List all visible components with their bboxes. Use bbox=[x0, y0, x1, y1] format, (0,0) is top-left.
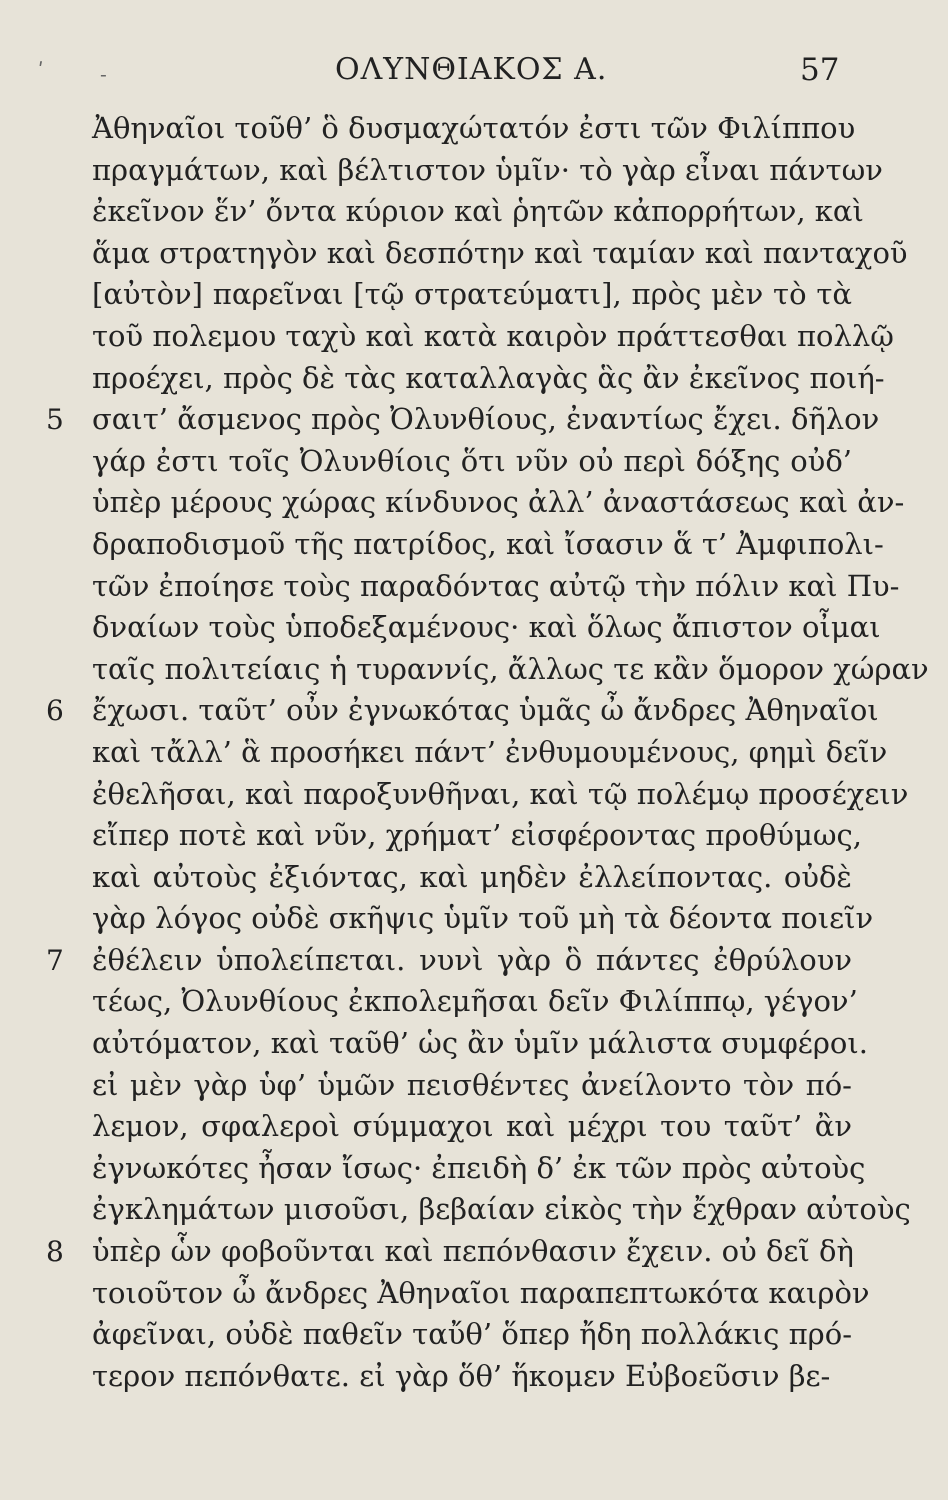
line-text: Ἀθηναῖοι τοῦθ’ ὃ δυσμαχώτατόν ἐστι τῶν Φιλίππου bbox=[92, 111, 856, 145]
text-line bbox=[92, 233, 908, 275]
text-line bbox=[92, 108, 856, 150]
running-title: ΟΛΥΝΘΙΑΚΟΣ Α. bbox=[335, 52, 608, 87]
line-text: ἐγνωκότες ἦσαν ἴσως· ἐπειδὴ δ’ ἐκ τῶν πρὸς αὐτοὺς bbox=[92, 1150, 866, 1185]
section-number: 8 bbox=[46, 1235, 64, 1269]
line-text: τερον πεπόνθατε. εἰ γὰρ ὅθ’ ἥκομεν Εὐβοεῦσιν βε- bbox=[92, 1358, 831, 1393]
line-text: δραποδισμοῦ τῆς πατρίδος, καὶ ἴσασιν ἅ τ’ Ἀμφιπολι- bbox=[92, 526, 884, 561]
line-text: ἐγκλημάτων μισοῦσι, βεβαίαν εἰκὸς τὴν ἔχθραν αὐτοὺς bbox=[92, 1192, 911, 1227]
line-text: καὶ αὐτοὺς ἐξιόντας, καὶ μηδὲν ἐλλείποντας. οὐδὲ bbox=[92, 859, 852, 894]
line-text: ἀφεῖναι, οὐδὲ παθεῖν ταὔθ’ ὅπερ ἤδη πολλάκις πρό- bbox=[92, 1317, 852, 1352]
line-text: δναίων τοὺς ὑποδεξαμένους· καὶ ὅλως ἄπιστον οἶμαι bbox=[92, 610, 881, 645]
text-line bbox=[92, 316, 894, 358]
text-line bbox=[92, 607, 881, 649]
text-line bbox=[92, 191, 864, 233]
text-line bbox=[46, 690, 879, 732]
text-line bbox=[92, 1148, 866, 1190]
line-text: εἰ μὲν γὰρ ὑφ’ ὑμῶν πεισθέντες ἀνείλοντο τὸν πό- bbox=[92, 1067, 852, 1102]
line-text: τέως, Ὀλυνθίους ἐκπολεμῆσαι δεῖν Φιλίππῳ, γέγον’ bbox=[92, 984, 858, 1019]
line-text: σαιτ’ ἄσμενος πρὸς Ὀλυνθίους, ἐναντίως ἔχει. δῆλον bbox=[92, 402, 880, 437]
text-line bbox=[92, 898, 874, 940]
text-line bbox=[92, 1189, 911, 1231]
text-line bbox=[92, 566, 900, 608]
text-line bbox=[92, 358, 885, 400]
text-line bbox=[92, 1273, 870, 1315]
running-header bbox=[0, 52, 948, 92]
text-block bbox=[46, 108, 929, 1397]
line-text: ἐκεῖνον ἕν’ ὄντα κύριον καὶ ῥητῶν κἀπορρήτων, καὶ bbox=[92, 194, 864, 229]
text-line bbox=[92, 1023, 868, 1065]
line-text: προέχει, πρὸς δὲ τὰς καταλλαγὰς ἃς ἂν ἐκεῖνος ποιή- bbox=[92, 360, 885, 395]
text-line bbox=[46, 1231, 854, 1273]
margin-mark: ʹ bbox=[38, 58, 44, 82]
text-line bbox=[92, 981, 858, 1023]
section-number: 5 bbox=[46, 403, 64, 437]
line-text: ἐθέλειν ὑπολείπεται. νυνὶ γὰρ ὃ πάντες ἐθρύλουν bbox=[92, 942, 852, 977]
line-text: γὰρ λόγος οὐδὲ σκῆψις ὑμῖν τοῦ μὴ τὰ δέοντα ποιεῖν bbox=[92, 901, 874, 936]
text-line bbox=[92, 1356, 852, 1398]
page-number: 57 bbox=[800, 52, 840, 88]
section-number: 7 bbox=[46, 943, 64, 977]
text-line bbox=[92, 774, 909, 816]
section-number: 6 bbox=[46, 694, 64, 728]
text-line bbox=[92, 482, 905, 524]
text-line bbox=[46, 940, 852, 982]
line-text: ὑπὲρ ὧν φοβοῦνται καὶ πεπόνθασιν ἔχειν. οὐ δεῖ δὴ bbox=[92, 1234, 854, 1269]
text-line bbox=[92, 441, 852, 483]
line-text: εἴπερ ποτὲ καὶ νῦν, χρήματ’ εἰσφέροντας προθύμως, bbox=[92, 818, 862, 853]
line-text: λεμον, σφαλεροὶ σύμμαχοι καὶ μέχρι του ταῦτ’ ἂν bbox=[92, 1109, 852, 1144]
line-text: τῶν ἐποίησε τοὺς παραδόντας αὐτῷ τὴν πόλιν καὶ Πυ- bbox=[92, 568, 900, 603]
margin-mark: - bbox=[100, 62, 107, 86]
text-line bbox=[92, 1106, 852, 1148]
text-line bbox=[92, 274, 852, 316]
line-text: [αὐτὸν] παρεῖναι [τῷ στρατεύματι], πρὸς μὲν τὸ τὰ bbox=[92, 277, 852, 312]
text-line bbox=[92, 732, 888, 774]
line-text: ἐθελῆσαι, καὶ παροξυνθῆναι, καὶ τῷ πολέμῳ προσέχειν bbox=[92, 776, 909, 811]
line-text: ἔχωσι. ταῦτ’ οὖν ἐγνωκότας ὑμᾶς ὦ ἄνδρες Ἀθηναῖοι bbox=[92, 693, 879, 728]
text-line bbox=[92, 150, 883, 192]
line-text: πραγμάτων, καὶ βέλτιστον ὑμῖν· τὸ γὰρ εἶναι πάντων bbox=[92, 152, 883, 187]
line-text: αὐτόματον, καὶ ταῦθ’ ὡς ἂν ὑμῖν μάλιστα συμφέροι. bbox=[92, 1026, 868, 1061]
text-line bbox=[92, 1065, 852, 1107]
line-text: γάρ ἐστι τοῖς Ὀλυνθίοις ὅτι νῦν οὐ περὶ δόξης οὐδ’ bbox=[92, 443, 852, 478]
line-text: ἅμα στρατηγὸν καὶ δεσπότην καὶ ταμίαν καὶ πανταχοῦ bbox=[92, 235, 908, 270]
text-line bbox=[92, 857, 852, 899]
line-text: τοῦ πολεμου ταχὺ καὶ κατὰ καιρὸν πράττεσθαι πολλῷ bbox=[92, 318, 894, 353]
text-line bbox=[92, 649, 929, 691]
text-line bbox=[92, 524, 884, 566]
text-line bbox=[92, 1314, 852, 1356]
line-text: ταῖς πολιτείαις ἡ τυραννίς, ἄλλως τε κἂν ὅμορον χώραν bbox=[92, 651, 929, 686]
line-text: καὶ τἄλλ’ ἃ προσήκει πάντ’ ἐνθυμουμένους, φημὶ δεῖν bbox=[92, 734, 888, 769]
text-line bbox=[92, 815, 862, 857]
line-text: ὑπὲρ μέρους χώρας κίνδυνος ἀλλ’ ἀναστάσεως καὶ ἀν- bbox=[92, 485, 905, 520]
line-text: τοιοῦτον ὦ ἄνδρες Ἀθηναῖοι παραπεπτωκότα καιρὸν bbox=[92, 1275, 870, 1310]
text-line bbox=[46, 399, 880, 441]
